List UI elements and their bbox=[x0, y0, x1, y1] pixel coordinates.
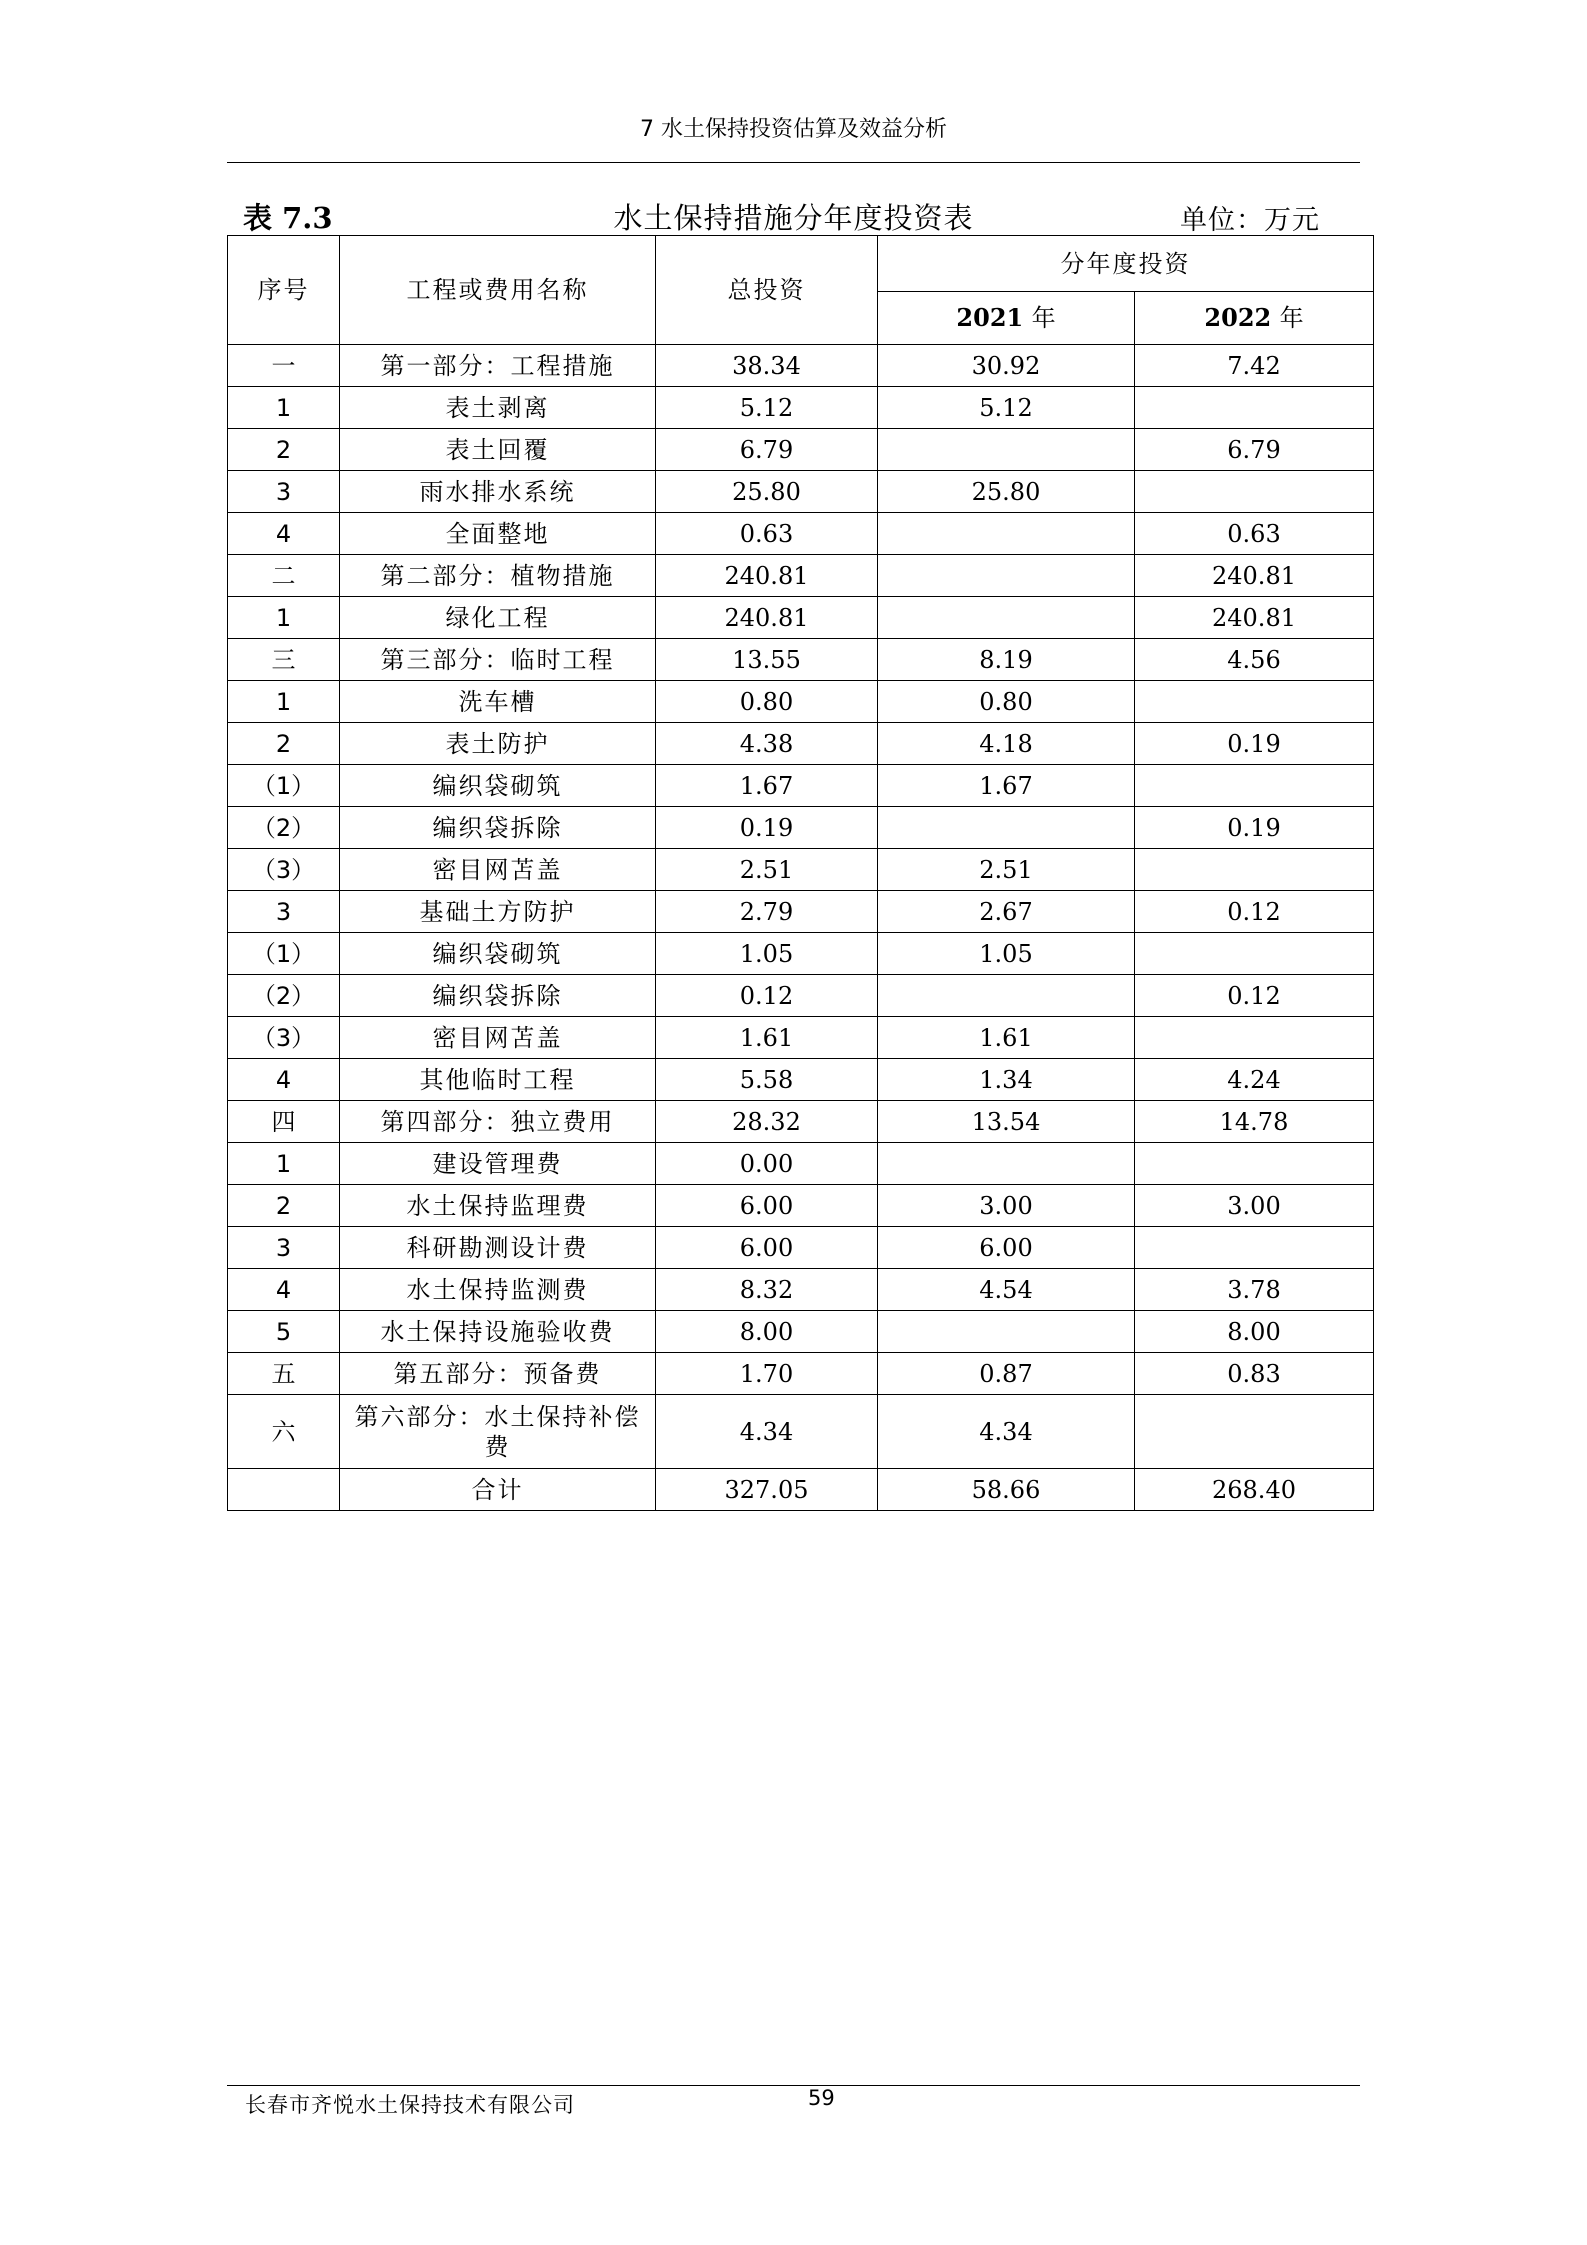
table-row bbox=[228, 891, 1374, 933]
row-2021 bbox=[878, 807, 1135, 849]
row-2021 bbox=[878, 429, 1135, 471]
row-name: 科研勘测设计费 bbox=[340, 1227, 656, 1269]
row-total: 327.05 bbox=[656, 1469, 878, 1511]
row-2021: 1.05 bbox=[878, 933, 1135, 975]
row-2022: 0.19 bbox=[1135, 807, 1374, 849]
row-name: 洗车槽 bbox=[340, 681, 656, 723]
row-seq: （1） bbox=[228, 765, 340, 807]
header-total: 总投资 bbox=[656, 236, 878, 345]
row-seq: 1 bbox=[228, 681, 340, 723]
row-seq: 2 bbox=[228, 723, 340, 765]
row-seq: 3 bbox=[228, 471, 340, 513]
row-2021: 1.34 bbox=[878, 1059, 1135, 1101]
table-row bbox=[228, 1185, 1374, 1227]
row-2021 bbox=[878, 1143, 1135, 1185]
row-total: 0.19 bbox=[656, 807, 878, 849]
header-name: 工程或费用名称 bbox=[340, 236, 656, 345]
row-name: 绿化工程 bbox=[340, 597, 656, 639]
row-2021 bbox=[878, 597, 1135, 639]
row-2022: 4.24 bbox=[1135, 1059, 1374, 1101]
row-total: 4.34 bbox=[656, 1395, 878, 1469]
year-2021-suffix: 年 bbox=[1031, 304, 1056, 332]
row-total: 0.00 bbox=[656, 1143, 878, 1185]
table-row bbox=[228, 681, 1374, 723]
row-name: 编织袋拆除 bbox=[340, 807, 656, 849]
table-row bbox=[228, 765, 1374, 807]
row-name: 第五部分：预备费 bbox=[340, 1353, 656, 1395]
row-total: 4.38 bbox=[656, 723, 878, 765]
row-seq: 3 bbox=[228, 891, 340, 933]
row-2022: 4.56 bbox=[1135, 639, 1374, 681]
row-total: 0.12 bbox=[656, 975, 878, 1017]
year-2022-suffix: 年 bbox=[1279, 304, 1304, 332]
table-unit: 单位：万元 bbox=[1180, 205, 1320, 236]
row-name: 编织袋砌筑 bbox=[340, 765, 656, 807]
table-row bbox=[228, 723, 1374, 765]
row-name: 表土剥离 bbox=[340, 387, 656, 429]
row-seq: 2 bbox=[228, 1185, 340, 1227]
row-total: 25.80 bbox=[656, 471, 878, 513]
table-row bbox=[228, 933, 1374, 975]
table-row bbox=[228, 1143, 1374, 1185]
table-row bbox=[228, 429, 1374, 471]
table-row bbox=[228, 513, 1374, 555]
row-total: 13.55 bbox=[656, 639, 878, 681]
row-total: 2.51 bbox=[656, 849, 878, 891]
row-seq: （3） bbox=[228, 1017, 340, 1059]
row-name: 建设管理费 bbox=[340, 1143, 656, 1185]
table-row bbox=[228, 1395, 1374, 1469]
row-2022: 0.12 bbox=[1135, 975, 1374, 1017]
row-seq: （1） bbox=[228, 933, 340, 975]
row-name: 第二部分：植物措施 bbox=[340, 555, 656, 597]
row-name: 水土保持监理费 bbox=[340, 1185, 656, 1227]
table-row bbox=[228, 1353, 1374, 1395]
row-2021: 0.87 bbox=[878, 1353, 1135, 1395]
footer-company: 长春市齐悦水土保持技术有限公司 bbox=[245, 2093, 575, 2117]
table-row bbox=[228, 639, 1374, 681]
row-name: 第六部分：水土保持补偿费 bbox=[340, 1395, 656, 1469]
row-2021: 8.19 bbox=[878, 639, 1135, 681]
row-2022 bbox=[1135, 681, 1374, 723]
row-total: 8.32 bbox=[656, 1269, 878, 1311]
row-2021: 30.92 bbox=[878, 345, 1135, 387]
table-row bbox=[228, 1311, 1374, 1353]
row-2022: 14.78 bbox=[1135, 1101, 1374, 1143]
row-2022: 240.81 bbox=[1135, 597, 1374, 639]
row-2022: 7.42 bbox=[1135, 345, 1374, 387]
row-seq: 三 bbox=[228, 639, 340, 681]
row-total: 8.00 bbox=[656, 1311, 878, 1353]
row-2022: 0.83 bbox=[1135, 1353, 1374, 1395]
row-2021 bbox=[878, 513, 1135, 555]
row-2022: 0.63 bbox=[1135, 513, 1374, 555]
table-row bbox=[228, 1469, 1374, 1511]
row-seq: 二 bbox=[228, 555, 340, 597]
table-number: 表 7.3 bbox=[243, 201, 333, 235]
table-row bbox=[228, 1269, 1374, 1311]
row-seq: 1 bbox=[228, 387, 340, 429]
row-seq: 1 bbox=[228, 597, 340, 639]
row-2022: 240.81 bbox=[1135, 555, 1374, 597]
row-name: 合计 bbox=[340, 1469, 656, 1511]
header-annual-group: 分年度投资 bbox=[878, 236, 1374, 292]
row-2022 bbox=[1135, 387, 1374, 429]
row-2022: 3.00 bbox=[1135, 1185, 1374, 1227]
row-2022: 6.79 bbox=[1135, 429, 1374, 471]
table-row bbox=[228, 975, 1374, 1017]
row-seq: （2） bbox=[228, 975, 340, 1017]
header-rule bbox=[227, 162, 1360, 163]
row-name: 雨水排水系统 bbox=[340, 471, 656, 513]
table-row bbox=[228, 345, 1374, 387]
row-2021: 4.34 bbox=[878, 1395, 1135, 1469]
row-2022 bbox=[1135, 1017, 1374, 1059]
row-total: 1.70 bbox=[656, 1353, 878, 1395]
row-2021: 5.12 bbox=[878, 387, 1135, 429]
row-name: 基础土方防护 bbox=[340, 891, 656, 933]
row-total: 38.34 bbox=[656, 345, 878, 387]
row-2021: 1.61 bbox=[878, 1017, 1135, 1059]
row-seq: （3） bbox=[228, 849, 340, 891]
header-year-2021 bbox=[878, 292, 1135, 345]
table-caption bbox=[227, 196, 1360, 236]
row-seq: 4 bbox=[228, 1059, 340, 1101]
footer-rule bbox=[227, 2085, 1360, 2086]
row-2021 bbox=[878, 1311, 1135, 1353]
table-row bbox=[228, 1059, 1374, 1101]
row-seq: 2 bbox=[228, 429, 340, 471]
row-name: 全面整地 bbox=[340, 513, 656, 555]
row-total: 2.79 bbox=[656, 891, 878, 933]
row-total: 5.58 bbox=[656, 1059, 878, 1101]
row-2022 bbox=[1135, 849, 1374, 891]
row-seq: 五 bbox=[228, 1353, 340, 1395]
row-2022 bbox=[1135, 1395, 1374, 1469]
row-2022 bbox=[1135, 765, 1374, 807]
row-seq: 4 bbox=[228, 1269, 340, 1311]
table-header-row bbox=[228, 236, 1374, 292]
row-seq: 5 bbox=[228, 1311, 340, 1353]
row-2022 bbox=[1135, 1227, 1374, 1269]
row-total: 1.61 bbox=[656, 1017, 878, 1059]
row-total: 6.79 bbox=[656, 429, 878, 471]
row-total: 5.12 bbox=[656, 387, 878, 429]
row-total: 1.05 bbox=[656, 933, 878, 975]
table-row bbox=[228, 1227, 1374, 1269]
row-total: 28.32 bbox=[656, 1101, 878, 1143]
row-name: 编织袋拆除 bbox=[340, 975, 656, 1017]
row-seq: 3 bbox=[228, 1227, 340, 1269]
row-seq: 1 bbox=[228, 1143, 340, 1185]
row-total: 6.00 bbox=[656, 1185, 878, 1227]
row-name: 密目网苫盖 bbox=[340, 1017, 656, 1059]
page-number: 59 bbox=[808, 2086, 835, 2110]
row-2021: 6.00 bbox=[878, 1227, 1135, 1269]
row-2022 bbox=[1135, 933, 1374, 975]
row-2021: 2.51 bbox=[878, 849, 1135, 891]
table-row bbox=[228, 471, 1374, 513]
row-total: 0.63 bbox=[656, 513, 878, 555]
year-2022-number: 2022 bbox=[1204, 303, 1272, 332]
row-2022: 0.12 bbox=[1135, 891, 1374, 933]
row-2021: 1.67 bbox=[878, 765, 1135, 807]
investment-table bbox=[227, 235, 1374, 1511]
header-seq: 序号 bbox=[228, 236, 340, 345]
row-name: 编织袋砌筑 bbox=[340, 933, 656, 975]
row-seq: 4 bbox=[228, 513, 340, 555]
row-seq: （2） bbox=[228, 807, 340, 849]
row-2021 bbox=[878, 975, 1135, 1017]
row-2021: 0.80 bbox=[878, 681, 1135, 723]
row-2021: 58.66 bbox=[878, 1469, 1135, 1511]
row-seq: 一 bbox=[228, 345, 340, 387]
year-2021-number: 2021 bbox=[956, 303, 1024, 332]
row-total: 0.80 bbox=[656, 681, 878, 723]
table-row bbox=[228, 597, 1374, 639]
row-2022 bbox=[1135, 471, 1374, 513]
row-total: 1.67 bbox=[656, 765, 878, 807]
table-row bbox=[228, 1101, 1374, 1143]
row-2021: 4.18 bbox=[878, 723, 1135, 765]
row-total: 240.81 bbox=[656, 555, 878, 597]
row-name: 水土保持设施验收费 bbox=[340, 1311, 656, 1353]
row-2022: 268.40 bbox=[1135, 1469, 1374, 1511]
row-total: 6.00 bbox=[656, 1227, 878, 1269]
row-seq: 四 bbox=[228, 1101, 340, 1143]
row-name: 密目网苫盖 bbox=[340, 849, 656, 891]
row-name: 表土防护 bbox=[340, 723, 656, 765]
row-2022 bbox=[1135, 1143, 1374, 1185]
row-2021: 25.80 bbox=[878, 471, 1135, 513]
row-2022: 0.19 bbox=[1135, 723, 1374, 765]
running-header-title: 7 水土保持投资估算及效益分析 bbox=[640, 117, 947, 142]
row-name: 第四部分：独立费用 bbox=[340, 1101, 656, 1143]
row-seq: 六 bbox=[228, 1395, 340, 1469]
row-2021: 4.54 bbox=[878, 1269, 1135, 1311]
row-2021: 13.54 bbox=[878, 1101, 1135, 1143]
row-2021 bbox=[878, 555, 1135, 597]
row-name: 第一部分：工程措施 bbox=[340, 345, 656, 387]
table-row bbox=[228, 807, 1374, 849]
table-body bbox=[228, 345, 1374, 1511]
row-2022: 3.78 bbox=[1135, 1269, 1374, 1311]
table-title: 水土保持措施分年度投资表 bbox=[613, 201, 974, 235]
table-row bbox=[228, 849, 1374, 891]
row-2021: 2.67 bbox=[878, 891, 1135, 933]
row-total: 240.81 bbox=[656, 597, 878, 639]
row-name: 其他临时工程 bbox=[340, 1059, 656, 1101]
row-seq bbox=[228, 1469, 340, 1511]
table-row bbox=[228, 387, 1374, 429]
row-name: 第三部分：临时工程 bbox=[340, 639, 656, 681]
row-name: 表土回覆 bbox=[340, 429, 656, 471]
header-year-2022 bbox=[1135, 292, 1374, 345]
table-row bbox=[228, 555, 1374, 597]
row-name: 水土保持监测费 bbox=[340, 1269, 656, 1311]
row-2022: 8.00 bbox=[1135, 1311, 1374, 1353]
row-2021: 3.00 bbox=[878, 1185, 1135, 1227]
table-row bbox=[228, 1017, 1374, 1059]
